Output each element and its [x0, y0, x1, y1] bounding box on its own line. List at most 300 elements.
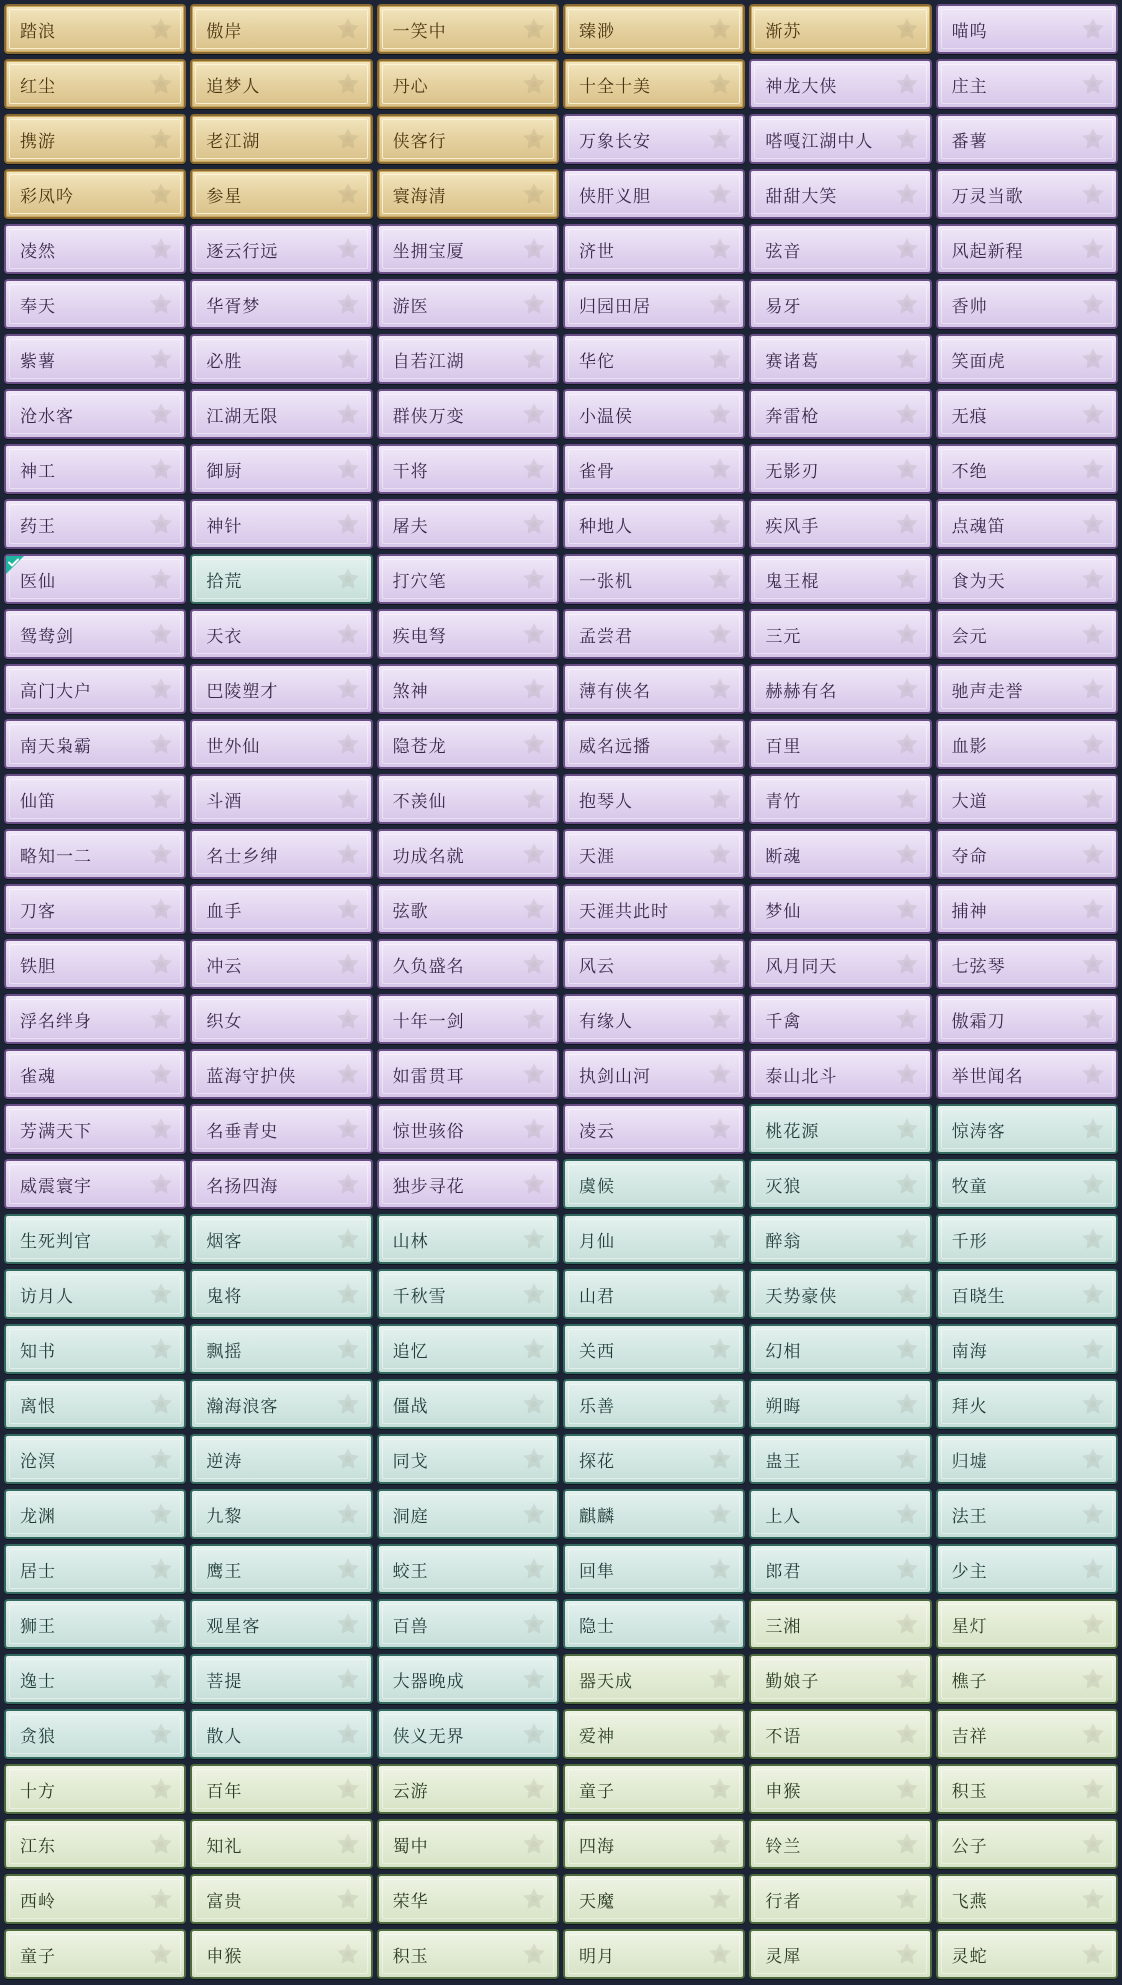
- title-card[interactable]: [749, 1379, 931, 1429]
- title-card-label: 大器晚成: [392, 1671, 465, 1691]
- title-card[interactable]: [936, 664, 1118, 714]
- title-card[interactable]: [936, 1709, 1118, 1759]
- title-card[interactable]: [377, 279, 559, 329]
- title-card[interactable]: [563, 1214, 745, 1264]
- title-card-label: 惊涛客: [951, 1121, 1006, 1141]
- title-card[interactable]: [4, 554, 186, 604]
- title-card-label: 江湖无限: [206, 406, 279, 426]
- title-card[interactable]: [936, 1379, 1118, 1429]
- title-card-label: 勤娘子: [765, 1671, 820, 1691]
- title-card[interactable]: [749, 1214, 931, 1264]
- title-card[interactable]: [563, 1489, 745, 1539]
- title-card[interactable]: [4, 1214, 186, 1264]
- title-card[interactable]: [190, 279, 372, 329]
- title-card-label: 上人: [765, 1506, 802, 1526]
- title-card[interactable]: [4, 1709, 186, 1759]
- title-card-label: 血手: [206, 901, 243, 921]
- title-card[interactable]: [936, 1819, 1118, 1869]
- title-card[interactable]: [377, 1379, 559, 1429]
- title-card-label: 如雷贯耳: [392, 1066, 465, 1086]
- title-card-label: 公子: [951, 1836, 988, 1856]
- title-card-label: 樵子: [951, 1671, 988, 1691]
- title-card[interactable]: [749, 774, 931, 824]
- title-card[interactable]: [936, 4, 1118, 54]
- title-card[interactable]: [377, 114, 559, 164]
- title-card-label: 三元: [765, 626, 802, 646]
- title-card[interactable]: [563, 609, 745, 659]
- title-card[interactable]: [377, 554, 559, 604]
- title-card[interactable]: [749, 884, 931, 934]
- title-card[interactable]: [749, 279, 931, 329]
- title-card[interactable]: [4, 1159, 186, 1209]
- title-card[interactable]: [936, 1544, 1118, 1594]
- title-card[interactable]: [936, 829, 1118, 879]
- title-card[interactable]: [749, 1544, 931, 1594]
- title-card-label: 傲霜刀: [951, 1011, 1006, 1031]
- title-card-label: 蜀中: [392, 1836, 429, 1856]
- title-card[interactable]: [190, 1049, 372, 1099]
- title-card[interactable]: [190, 774, 372, 824]
- title-card[interactable]: [936, 939, 1118, 989]
- title-card[interactable]: [190, 1434, 372, 1484]
- title-card[interactable]: [377, 884, 559, 934]
- title-card[interactable]: [377, 59, 559, 109]
- title-card[interactable]: [4, 719, 186, 769]
- title-card[interactable]: [563, 1379, 745, 1429]
- title-card[interactable]: [190, 719, 372, 769]
- title-card[interactable]: [377, 1489, 559, 1539]
- title-card-label: 明月: [578, 1946, 615, 1966]
- title-card[interactable]: [4, 1489, 186, 1539]
- title-card[interactable]: [563, 279, 745, 329]
- title-card[interactable]: [377, 1269, 559, 1319]
- title-card-label: 隐士: [578, 1616, 615, 1636]
- title-card-label: 天魔: [578, 1891, 615, 1911]
- title-card-label: 药王: [20, 516, 56, 536]
- title-card[interactable]: [190, 1929, 372, 1979]
- title-card[interactable]: [4, 1049, 186, 1099]
- title-card-label: 星灯: [951, 1616, 988, 1636]
- selected-check-icon: [6, 556, 24, 574]
- title-card-label: 巴陵塑才: [206, 681, 279, 701]
- title-card[interactable]: [936, 609, 1118, 659]
- title-card[interactable]: [749, 1874, 931, 1924]
- title-card[interactable]: [190, 1379, 372, 1429]
- title-card[interactable]: [4, 334, 186, 384]
- title-card-label: 百年: [206, 1781, 243, 1801]
- title-card[interactable]: [563, 939, 745, 989]
- title-card[interactable]: [936, 1159, 1118, 1209]
- title-card[interactable]: [190, 169, 372, 219]
- title-card[interactable]: [749, 1764, 931, 1814]
- title-card-label: 百晓生: [951, 1286, 1006, 1306]
- title-card[interactable]: [936, 1104, 1118, 1154]
- title-card-label: 少主: [951, 1561, 988, 1581]
- title-card[interactable]: [190, 1214, 372, 1264]
- title-card-label: 桃花源: [765, 1121, 820, 1141]
- title-card[interactable]: [190, 4, 372, 54]
- title-card[interactable]: [936, 994, 1118, 1044]
- title-card[interactable]: [4, 1764, 186, 1814]
- title-card[interactable]: [936, 389, 1118, 439]
- title-card-label: 天涯共此时: [578, 901, 669, 921]
- title-card[interactable]: [563, 114, 745, 164]
- title-card[interactable]: [563, 1159, 745, 1209]
- title-card[interactable]: [563, 994, 745, 1044]
- title-card[interactable]: [4, 1819, 186, 1869]
- title-card[interactable]: [749, 939, 931, 989]
- title-card[interactable]: [563, 719, 745, 769]
- title-card[interactable]: [563, 169, 745, 219]
- title-card[interactable]: [377, 1104, 559, 1154]
- title-card[interactable]: [936, 1929, 1118, 1979]
- title-card-label: 申猴: [765, 1781, 802, 1801]
- title-card[interactable]: [749, 1819, 931, 1869]
- title-card[interactable]: [936, 59, 1118, 109]
- title-card[interactable]: [190, 1269, 372, 1319]
- title-card[interactable]: [377, 1214, 559, 1264]
- title-card-label: 行者: [765, 1891, 802, 1911]
- title-card[interactable]: [563, 829, 745, 879]
- title-card-label: 回隼: [578, 1561, 615, 1581]
- title-card-label: 略知一二: [20, 846, 92, 866]
- title-card-label: 同戈: [392, 1451, 429, 1471]
- title-card[interactable]: [377, 334, 559, 384]
- title-card[interactable]: [749, 499, 931, 549]
- title-card[interactable]: [4, 4, 186, 54]
- title-card[interactable]: [936, 1489, 1118, 1539]
- title-card[interactable]: [377, 1434, 559, 1484]
- title-card[interactable]: [377, 1599, 559, 1649]
- title-card[interactable]: [749, 389, 931, 439]
- overlay-time-note: 时: [725, 1057, 738, 1071]
- title-card[interactable]: [190, 59, 372, 109]
- title-card[interactable]: [563, 1764, 745, 1814]
- title-card[interactable]: [4, 59, 186, 109]
- title-card[interactable]: [936, 1764, 1118, 1814]
- title-card-label: 僵战: [392, 1396, 429, 1416]
- title-card[interactable]: [190, 334, 372, 384]
- title-card[interactable]: [4, 829, 186, 879]
- title-card[interactable]: [4, 664, 186, 714]
- title-card[interactable]: [377, 994, 559, 1044]
- title-card-label: 童子: [578, 1781, 615, 1801]
- title-card[interactable]: [377, 499, 559, 549]
- title-card-label: 久负盛名: [392, 956, 465, 976]
- title-card[interactable]: [936, 1214, 1118, 1264]
- title-card-label: 干将: [392, 461, 429, 481]
- title-card-label: 御厨: [206, 461, 243, 481]
- title-card[interactable]: [4, 1544, 186, 1594]
- title-card-label: 弦歌: [392, 901, 429, 921]
- title-card-label: 乐善: [578, 1396, 615, 1416]
- title-card[interactable]: [563, 499, 745, 549]
- title-card[interactable]: [4, 774, 186, 824]
- title-card[interactable]: [936, 774, 1118, 824]
- title-card[interactable]: [377, 169, 559, 219]
- title-card-label: 携游: [20, 131, 56, 151]
- title-card[interactable]: [749, 444, 931, 494]
- title-card[interactable]: [190, 1654, 372, 1704]
- title-card[interactable]: [936, 499, 1118, 549]
- title-card[interactable]: [749, 664, 931, 714]
- title-card[interactable]: [749, 114, 931, 164]
- title-card[interactable]: [377, 774, 559, 824]
- title-card[interactable]: [749, 1599, 931, 1649]
- title-card-label: 西岭: [20, 1891, 56, 1911]
- title-card[interactable]: [563, 1654, 745, 1704]
- title-card[interactable]: [190, 554, 372, 604]
- title-card[interactable]: [749, 1159, 931, 1209]
- title-card-label: 屠夫: [392, 516, 429, 536]
- title-card[interactable]: [4, 279, 186, 329]
- title-card[interactable]: [749, 334, 931, 384]
- title-card[interactable]: [749, 1654, 931, 1704]
- title-card-label: 彩凤吟: [20, 186, 74, 206]
- title-card-label: 风月同天: [765, 956, 838, 976]
- title-card-label: 铃兰: [765, 1836, 802, 1856]
- title-card[interactable]: [190, 884, 372, 934]
- title-card[interactable]: [377, 609, 559, 659]
- title-card-label: 食为天: [951, 571, 1006, 591]
- title-card[interactable]: [4, 444, 186, 494]
- title-card[interactable]: [4, 169, 186, 219]
- title-card-label: 侠肝义胆: [578, 186, 651, 206]
- title-card[interactable]: [749, 1434, 931, 1484]
- title-card[interactable]: [190, 389, 372, 439]
- title-card[interactable]: [749, 1104, 931, 1154]
- title-card[interactable]: [936, 554, 1118, 604]
- title-card-label: 风云: [578, 956, 615, 976]
- title-card[interactable]: [936, 719, 1118, 769]
- title-card[interactable]: [563, 1874, 745, 1924]
- title-card[interactable]: [190, 609, 372, 659]
- title-card-label: 坐拥宝厦: [392, 241, 465, 261]
- title-card[interactable]: [190, 499, 372, 549]
- title-card[interactable]: [563, 1599, 745, 1649]
- title-card[interactable]: [749, 554, 931, 604]
- title-card[interactable]: [4, 1929, 186, 1979]
- title-card[interactable]: [4, 1434, 186, 1484]
- title-card[interactable]: [563, 1929, 745, 1979]
- title-card[interactable]: [4, 224, 186, 274]
- title-card[interactable]: [749, 1929, 931, 1979]
- title-card[interactable]: [936, 1599, 1118, 1649]
- title-card[interactable]: [377, 829, 559, 879]
- title-card[interactable]: [190, 829, 372, 879]
- title-card[interactable]: [4, 939, 186, 989]
- title-card-label: 山君: [578, 1286, 615, 1306]
- title-card[interactable]: [377, 224, 559, 274]
- title-card[interactable]: [190, 1709, 372, 1759]
- title-card[interactable]: [190, 1874, 372, 1924]
- title-card[interactable]: [936, 1269, 1118, 1319]
- title-card-label: 青竹: [765, 791, 802, 811]
- title-card[interactable]: [377, 1874, 559, 1924]
- title-card[interactable]: [4, 499, 186, 549]
- title-card[interactable]: [190, 1489, 372, 1539]
- title-card[interactable]: [377, 1049, 559, 1099]
- title-card[interactable]: [190, 1764, 372, 1814]
- title-card[interactable]: [563, 389, 745, 439]
- title-card-label: 隐苍龙: [392, 736, 447, 756]
- title-card[interactable]: [936, 884, 1118, 934]
- title-card-label: 侠客行: [392, 131, 447, 151]
- title-card-label: 知书: [20, 1341, 56, 1361]
- title-card-label: 不语: [765, 1726, 802, 1746]
- title-card-label: 名扬四海: [206, 1176, 279, 1196]
- title-card[interactable]: [377, 1324, 559, 1374]
- title-card[interactable]: [190, 1324, 372, 1374]
- title-card-label: 天涯: [578, 846, 615, 866]
- title-card[interactable]: [377, 1819, 559, 1869]
- title-card-label: 香帅: [951, 296, 988, 316]
- title-card[interactable]: [4, 1599, 186, 1649]
- title-card[interactable]: [377, 1929, 559, 1979]
- title-card-label: 蛟王: [392, 1561, 429, 1581]
- title-card-label: 血影: [951, 736, 988, 756]
- title-card[interactable]: [936, 114, 1118, 164]
- title-card[interactable]: [4, 1654, 186, 1704]
- title-card[interactable]: [563, 1709, 745, 1759]
- title-card[interactable]: [377, 719, 559, 769]
- title-card-label: 云游: [392, 1781, 429, 1801]
- title-card[interactable]: [563, 1269, 745, 1319]
- title-card[interactable]: [749, 719, 931, 769]
- title-card[interactable]: [749, 4, 931, 54]
- title-card[interactable]: [936, 224, 1118, 274]
- title-card[interactable]: [749, 1269, 931, 1319]
- title-card[interactable]: [4, 1269, 186, 1319]
- title-card[interactable]: [377, 939, 559, 989]
- title-card[interactable]: [749, 1709, 931, 1759]
- title-card-label: 弦音: [765, 241, 802, 261]
- title-card[interactable]: [190, 1599, 372, 1649]
- title-card-label: 沧溟: [20, 1451, 56, 1471]
- title-card[interactable]: [749, 1324, 931, 1374]
- title-card-label: 医仙: [20, 571, 56, 591]
- title-card[interactable]: [4, 994, 186, 1044]
- title-card[interactable]: [4, 114, 186, 164]
- title-card[interactable]: [377, 1654, 559, 1704]
- title-card[interactable]: [563, 1544, 745, 1594]
- title-card[interactable]: [4, 1324, 186, 1374]
- title-card-label: 月仙: [578, 1231, 615, 1251]
- title-card-label: 浮名绊身: [20, 1011, 92, 1031]
- title-card-label: 凌然: [20, 241, 56, 261]
- title-card[interactable]: [377, 1159, 559, 1209]
- title-card[interactable]: [190, 444, 372, 494]
- title-card[interactable]: [190, 224, 372, 274]
- title-card[interactable]: [936, 279, 1118, 329]
- title-card[interactable]: [563, 1049, 745, 1099]
- title-card[interactable]: [190, 1819, 372, 1869]
- title-card-label: 刀客: [20, 901, 56, 921]
- title-card[interactable]: [936, 444, 1118, 494]
- title-card[interactable]: [936, 1324, 1118, 1374]
- title-card-label: 一笑中: [392, 21, 447, 41]
- title-card-label: 易牙: [765, 296, 802, 316]
- title-card-label: 踏浪: [20, 21, 56, 41]
- title-card-label: 种地人: [578, 516, 633, 536]
- title-card[interactable]: [377, 4, 559, 54]
- title-card[interactable]: [936, 1874, 1118, 1924]
- title-card[interactable]: [749, 609, 931, 659]
- title-card-label: 荣华: [392, 1891, 429, 1911]
- title-card[interactable]: [563, 4, 745, 54]
- title-card-label: 奔雷枪: [765, 406, 820, 426]
- title-card[interactable]: [749, 224, 931, 274]
- title-card[interactable]: [190, 994, 372, 1044]
- title-card[interactable]: [936, 1049, 1118, 1099]
- title-card-label: 丹心: [392, 76, 429, 96]
- title-card[interactable]: [4, 609, 186, 659]
- title-card[interactable]: [377, 1709, 559, 1759]
- title-card-label: 麒麟: [578, 1506, 615, 1526]
- title-card[interactable]: [563, 1434, 745, 1484]
- title-card-label: 老江湖: [206, 131, 261, 151]
- title-card-label: 点魂笛: [951, 516, 1006, 536]
- title-card[interactable]: [4, 1874, 186, 1924]
- title-card-label: 大道: [951, 791, 988, 811]
- title-card[interactable]: [4, 389, 186, 439]
- title-card[interactable]: [190, 664, 372, 714]
- title-card[interactable]: [749, 994, 931, 1044]
- title-card[interactable]: [190, 114, 372, 164]
- title-card-label: 打穴笔: [392, 571, 447, 591]
- title-card[interactable]: [4, 884, 186, 934]
- title-card[interactable]: [749, 829, 931, 879]
- title-card[interactable]: [190, 1104, 372, 1154]
- title-card[interactable]: [190, 1544, 372, 1594]
- title-card[interactable]: [749, 169, 931, 219]
- title-card[interactable]: [377, 1764, 559, 1814]
- title-card[interactable]: [936, 1654, 1118, 1704]
- title-card[interactable]: [563, 1104, 745, 1154]
- title-card[interactable]: [936, 1434, 1118, 1484]
- title-card[interactable]: [749, 1489, 931, 1539]
- title-card[interactable]: [749, 59, 931, 109]
- title-card[interactable]: [4, 1104, 186, 1154]
- title-card[interactable]: [563, 774, 745, 824]
- title-card[interactable]: [377, 389, 559, 439]
- title-card[interactable]: [563, 59, 745, 109]
- title-card-label: 南海: [951, 1341, 988, 1361]
- title-card[interactable]: [190, 939, 372, 989]
- title-card[interactable]: [563, 444, 745, 494]
- title-card-label: 归园田居: [578, 296, 651, 316]
- title-card-label: 洞庭: [392, 1506, 429, 1526]
- title-card[interactable]: [936, 334, 1118, 384]
- title-card[interactable]: [749, 1049, 931, 1099]
- title-card[interactable]: [4, 1379, 186, 1429]
- title-card[interactable]: [563, 224, 745, 274]
- title-card[interactable]: [563, 1819, 745, 1869]
- title-card[interactable]: [936, 169, 1118, 219]
- title-card[interactable]: [377, 444, 559, 494]
- title-card[interactable]: [563, 664, 745, 714]
- title-card-label: 喵呜: [951, 21, 988, 41]
- title-card[interactable]: [377, 664, 559, 714]
- title-card[interactable]: [563, 1324, 745, 1374]
- title-card-label: 芳满天下: [20, 1121, 92, 1141]
- title-card[interactable]: [563, 334, 745, 384]
- title-card[interactable]: [190, 1159, 372, 1209]
- title-card[interactable]: [563, 884, 745, 934]
- title-card[interactable]: [563, 554, 745, 604]
- title-card-label: 三湘: [765, 1616, 802, 1636]
- title-card[interactable]: [377, 1544, 559, 1594]
